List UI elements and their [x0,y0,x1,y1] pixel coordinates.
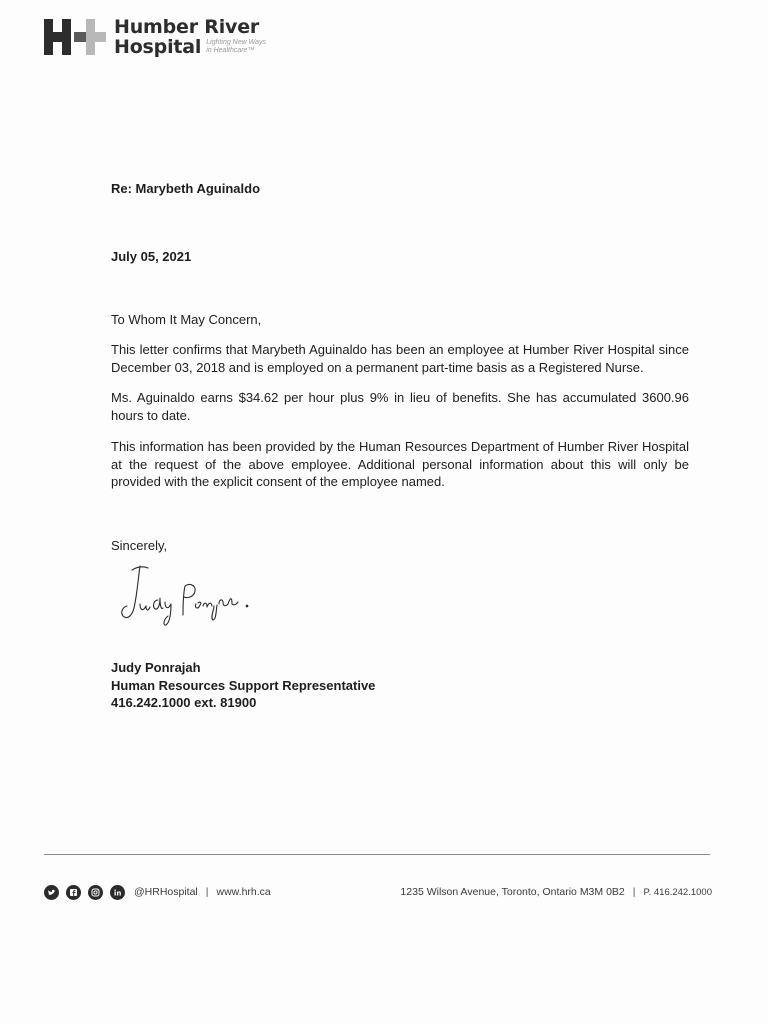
twitter-icon[interactable] [44,885,59,900]
subject-line: Re: Marybeth Aguinaldo [111,181,261,196]
signer-name: Judy Ponrajah [111,660,201,675]
tagline-line-2: in Healthcare™ [206,46,255,54]
closing: Sincerely, [111,538,168,553]
hospital-logo-mark-icon [44,17,106,57]
paragraph-disclaimer: This information has been provided by the Human Resources Department of Humber River Hospital at the request of the above employee. Additional personal information about this will only be provided with the explicit consent of the employee named. [111,439,689,489]
social-links [44,885,132,900]
hospital-address: 1235 Wilson Avenue, Toronto, Ontario M3M 0B2 [400,886,625,898]
letter-date: July 05, 2021 [111,249,192,264]
signer-title: Human Resources Support Representative [111,677,376,693]
footer-separator-2: | [632,886,636,898]
logo-wordmark [114,15,266,58]
footer-separator: | [205,886,209,898]
salutation: To Whom It May Concern, [111,312,262,327]
footer [44,882,712,902]
social-handle[interactable]: @HRHospital [134,886,198,898]
footer-divider [44,854,710,855]
website-link[interactable]: www.hrh.ca [216,886,271,898]
logo-tagline [206,39,266,57]
tagline-line-1: Lighting New Ways [206,38,266,46]
handwritten-signature-icon [110,560,260,630]
linkedin-icon[interactable] [110,885,125,900]
paragraph-employment: This letter confirms that Marybeth Aguinaldo has been an employee at Humber River Hospital since December 03, 2018 and is employed on a permanent part-time basis as a Registered Nurse. [111,342,689,375]
hospital-phone: P. 416.242.1000 [643,886,712,898]
signature-block [111,659,375,712]
paragraph-earnings: Ms. Aguinaldo earns $34.62 per hour plus 9% in lieu of benefits. She has accumulated 3600.96 hours to date. [111,390,689,423]
hospital-logo [44,14,266,60]
facebook-icon[interactable] [66,885,81,900]
instagram-icon[interactable] [88,885,103,900]
signer-phone: 416.242.1000 ext. 81900 [111,695,257,710]
logo-line-2: Hospital [114,35,202,58]
logo-line-1: Humber River [114,15,260,38]
